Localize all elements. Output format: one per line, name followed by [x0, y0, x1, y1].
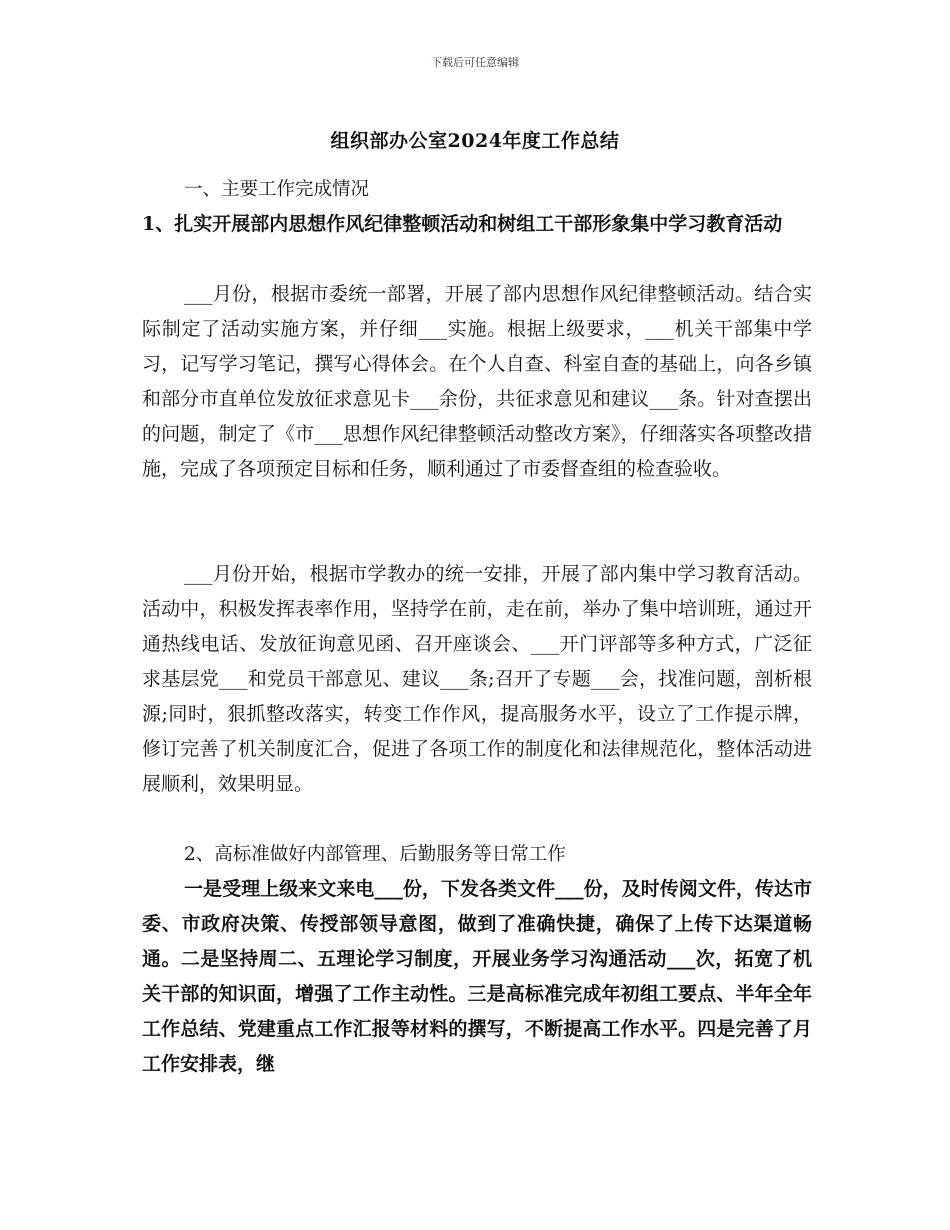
- document-title: 组织部办公室2024年度工作总结: [330, 130, 620, 152]
- paragraph-1: ___月份，根据市委统一部署，开展了部内思想作风纪律整顿活动。结合实际制定了活动实施方案，并仔细___实施。根据上级要求，___机关干部集中学习，记写学习笔记，撰写心得体会。在个人自查、科室自查的基础上，向各乡镇和部分市直单位发放征求意见卡___余份，共征求意见和建议___条。针对查摆出的问题，制定了《市___思想作风纪律整顿活动整改方案》，仔细落实各项整改措施，完成了各项预定目标和任务，顺利通过了市委督查组的检查验收。: [142, 283, 812, 480]
- page-header-note: 下载后可任意编辑: [431, 56, 519, 69]
- item1-heading: 1、扎实开展部内思想作风纪律整顿活动和树组工干部形象集中学习教育活动: [142, 213, 783, 235]
- item2-heading: 2、高标准做好内部管理、后勤服务等日常工作: [184, 844, 566, 865]
- paragraph-3: 一是受理上级来文来电___份，下发各类文件___份，及时传阅文件，传达市委、市政府决策、传授部领导意图，做到了准确快捷，确保了上传下达渠道畅通。二是坚持周二、五理论学习制度，开展业务学习沟通活动___次，拓宽了机关干部的知识面，增强了工作主动性。三是高标准完成年初组工要点、半年全年工作总结、党建重点工作汇报等材料的撰写，不断提高工作水平。四是完善了月工作安排表，继: [142, 878, 812, 1075]
- section-heading: 一、主要工作完成情况: [184, 179, 370, 200]
- paragraph-2: ___月份开始，根据市学教办的统一安排，开展了部内集中学习教育活动。活动中，积极发挥表率作用，坚持学在前，走在前，举办了集中培训班，通过开通热线电话、发放征询意见函、召开座谈会、___开门评部等多种方式，广泛征求基层党___和党员干部意见、建议___条;召开了专题___会，找准问题，剖析根源;同时，狠抓整改落实，转变工作作风，提高服务水平，设立了工作提示牌，修订完善了机关制度汇合，促进了各项工作的制度化和法律规范化，整体活动进展顺利，效果明显。: [142, 563, 812, 795]
